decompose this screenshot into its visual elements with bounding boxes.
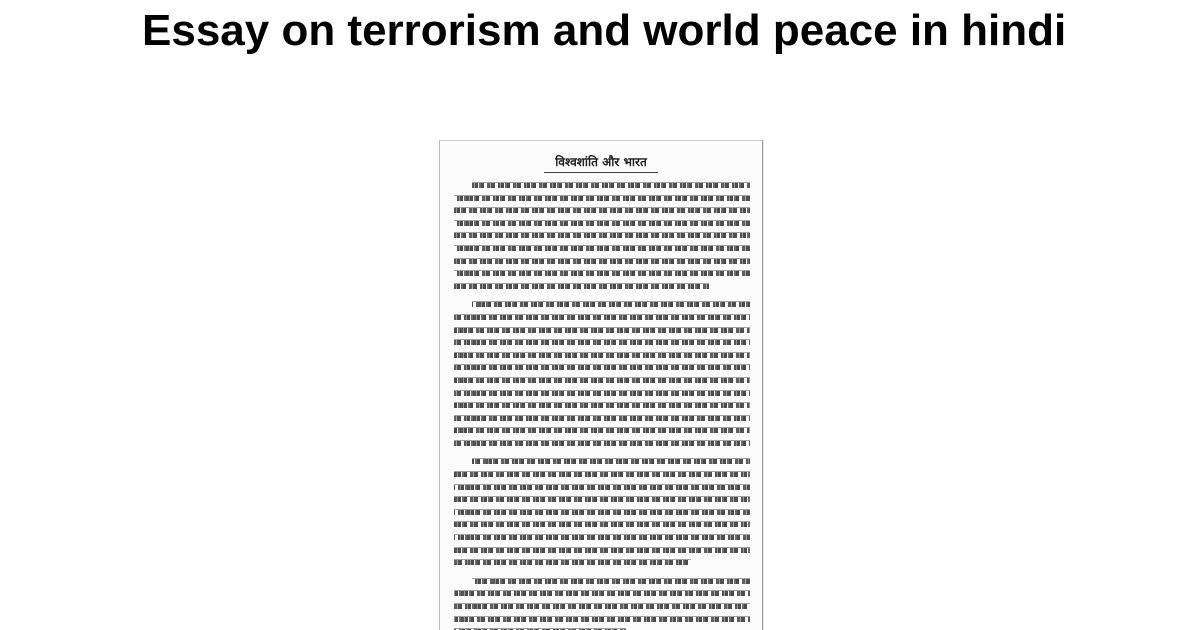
scan-text-ink	[454, 617, 750, 622]
scan-text-ink	[454, 535, 750, 540]
scan-text-ink	[454, 271, 750, 276]
scan-text-line	[454, 455, 750, 468]
scan-text-ink	[472, 579, 750, 584]
scan-text-line	[454, 493, 750, 506]
scan-text-ink	[454, 259, 750, 264]
scan-text-line	[454, 204, 750, 217]
scan-text-ink	[454, 315, 750, 320]
scan-text-ink	[454, 233, 750, 238]
scan-text-ink	[454, 196, 750, 201]
scan-text-line	[454, 531, 750, 544]
scan-text-line	[454, 424, 750, 437]
scan-heading-underline	[544, 172, 658, 173]
scan-text-line	[454, 399, 750, 412]
scan-text-line	[454, 336, 750, 349]
scan-body-text	[454, 179, 750, 630]
scan-heading: विश्वशांति और भारत	[555, 155, 647, 169]
scan-text-line	[454, 481, 750, 494]
scan-text-ink	[454, 441, 750, 446]
scan-text-ink	[454, 365, 750, 370]
scan-text-line	[454, 229, 750, 242]
page-title: Essay on terrorism and world peace in hindi	[142, 6, 1067, 55]
scan-text-line	[454, 298, 750, 311]
scan-text-line	[454, 600, 750, 613]
scan-text-ink	[472, 183, 750, 188]
scan-text-line	[454, 280, 750, 293]
scan-text-ink	[454, 340, 750, 345]
scan-text-line	[454, 544, 750, 557]
scan-text-line	[454, 518, 750, 531]
scan-text-ink	[472, 459, 750, 464]
scan-paragraph	[454, 298, 750, 449]
scan-text-ink	[454, 485, 750, 490]
scan-text-line	[454, 387, 750, 400]
scan-text-ink	[454, 403, 750, 408]
scan-text-ink	[454, 246, 750, 251]
scan-text-line	[454, 255, 750, 268]
scan-text-line	[454, 575, 750, 588]
scan-text-line	[454, 625, 750, 630]
scan-text-line	[454, 556, 750, 569]
scan-text-line	[454, 267, 750, 280]
scan-text-line	[454, 192, 750, 205]
scan-text-line	[454, 587, 750, 600]
scan-text-ink	[454, 208, 750, 213]
scan-paragraph	[454, 179, 750, 292]
scan-text-ink	[454, 284, 709, 289]
scan-text-ink	[454, 522, 750, 527]
scan-text-ink	[454, 548, 750, 553]
scan-text-ink	[454, 510, 750, 515]
scan-text-line	[454, 349, 750, 362]
scan-text-ink	[454, 472, 750, 477]
scan-text-ink	[454, 497, 750, 502]
scan-paragraph	[454, 575, 750, 630]
scan-text-ink	[454, 416, 750, 421]
scan-text-line	[454, 437, 750, 450]
scan-text-line	[454, 374, 750, 387]
scan-text-ink	[454, 604, 750, 609]
scan-text-ink	[454, 221, 750, 226]
scan-text-line	[454, 613, 750, 626]
scan-text-line	[454, 217, 750, 230]
scan-text-line	[454, 242, 750, 255]
scan-text-ink	[454, 560, 691, 565]
scan-text-line	[454, 468, 750, 481]
scan-text-ink	[454, 328, 750, 333]
scan-text-line	[454, 324, 750, 337]
scan-text-line	[454, 506, 750, 519]
essay-scan-image	[439, 140, 763, 630]
scan-text-ink	[454, 591, 750, 596]
scan-text-line	[454, 311, 750, 324]
scan-text-ink	[454, 378, 750, 383]
scan-text-ink	[472, 302, 750, 307]
scan-text-line	[454, 412, 750, 425]
scan-paragraph	[454, 455, 750, 568]
scan-text-line	[454, 179, 750, 192]
scan-text-line	[454, 361, 750, 374]
scan-text-ink	[454, 353, 750, 358]
scan-text-ink	[454, 428, 750, 433]
scan-text-ink	[454, 391, 750, 396]
